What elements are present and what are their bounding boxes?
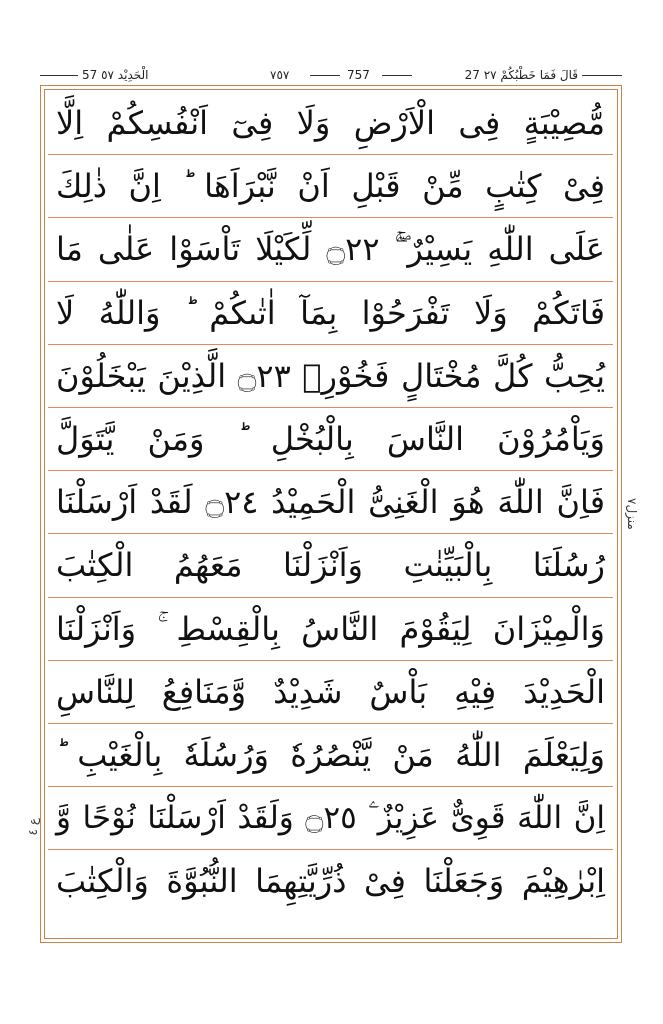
manzil-marker: منزل٧ bbox=[625, 498, 639, 530]
text-line-5: يُحِبُّ كُلَّ مُخْتَالٍ فَخُوْرِۙ ۝٢٣ الَّذِيْنَ يَبْخَلُوْنَ bbox=[48, 345, 613, 408]
juz-name-right: 27 قَالَ فَمَا خَطْبُكُمْ ٢٧ bbox=[464, 68, 578, 82]
text-line-6: وَيَاْمُرُوْنَ النَّاسَ بِالْبُخْلِ ؕ وَمَنْ يَّتَوَلَّ bbox=[48, 408, 613, 471]
text-line-13: اِبْرٰهِيْمَ وَجَعَلْنَا فِىْ ذُرِّيَّتِهِمَا النُّبُوَّةَ وَالْكِتٰبَ bbox=[56, 862, 605, 901]
text-line-8: رُسُلَنَا بِالْبَيِّنٰتِ وَاَنْزَلْنَا مَعَهُمُ الْكِتٰبَ bbox=[48, 534, 613, 597]
text-line-12: اِنَّ اللّٰهَ قَوِىٌّ عَزِيْزٌ ۧ ۝٢٥ وَلَقَدْ اَرْسَلْنَا نُوْحًا وَّ bbox=[48, 787, 613, 850]
header-rule-mid-2 bbox=[382, 75, 412, 76]
header-rule-left bbox=[40, 75, 78, 76]
text-line-3: عَلَى اللّٰهِ يَسِيْرٌ ۚۖ ۝٢٢ لِّكَيْلَا تَاْسَوْا عَلٰى مَا bbox=[48, 218, 613, 281]
text-line-7: فَاِنَّ اللّٰهَ هُوَ الْغَنِىُّ الْحَمِيْدُ ۝٢٤ لَقَدْ اَرْسَلْنَا bbox=[48, 471, 613, 534]
page-header bbox=[40, 68, 622, 84]
text-line-11: وَلِيَعْلَمَ اللّٰهُ مَنْ يَّنْصُرُهٗ وَرُسُلَهٗ بِالْغَيْبِ ؕ bbox=[48, 724, 613, 787]
page-number: 757 bbox=[347, 68, 370, 82]
text-line-1: مُّصِيْبَةٍ فِى الْاَرْضِ وَلَا فِىٓ اَنْفُسِكُمْ اِلَّا bbox=[48, 92, 613, 155]
quran-text-block bbox=[48, 92, 613, 913]
text-line-9: وَالْمِيْزَانَ لِيَقُوْمَ النَّاسُ بِالْقِسْطِ ۚ وَاَنْزَلْنَا bbox=[48, 598, 613, 661]
header-rule-right bbox=[582, 75, 622, 76]
page-number-arabic: ٧٥٧ bbox=[270, 68, 290, 82]
text-line-10: الْحَدِيْدَ فِيْهِ بَاْسٌ شَدِيْدٌ وَّمَنَافِعُ لِلنَّاسِ bbox=[48, 661, 613, 724]
header-rule-mid-1 bbox=[310, 75, 340, 76]
surah-name-left: 57 الْحَدِيْد ٥٧ bbox=[82, 68, 149, 82]
text-line-2: فِىْ كِتٰبٍ مِّنْ قَبْلِ اَنْ نَّبْرَاَهَا ؕ اِنَّ ذٰلِكَ bbox=[48, 155, 613, 218]
ruku-marker: ع ٤ bbox=[26, 818, 40, 836]
text-line-4: فَاتَكُمْ وَلَا تَفْرَحُوْا بِمَآ اٰتٰىكُمْ ؕ وَاللّٰهُ لَا bbox=[48, 282, 613, 345]
